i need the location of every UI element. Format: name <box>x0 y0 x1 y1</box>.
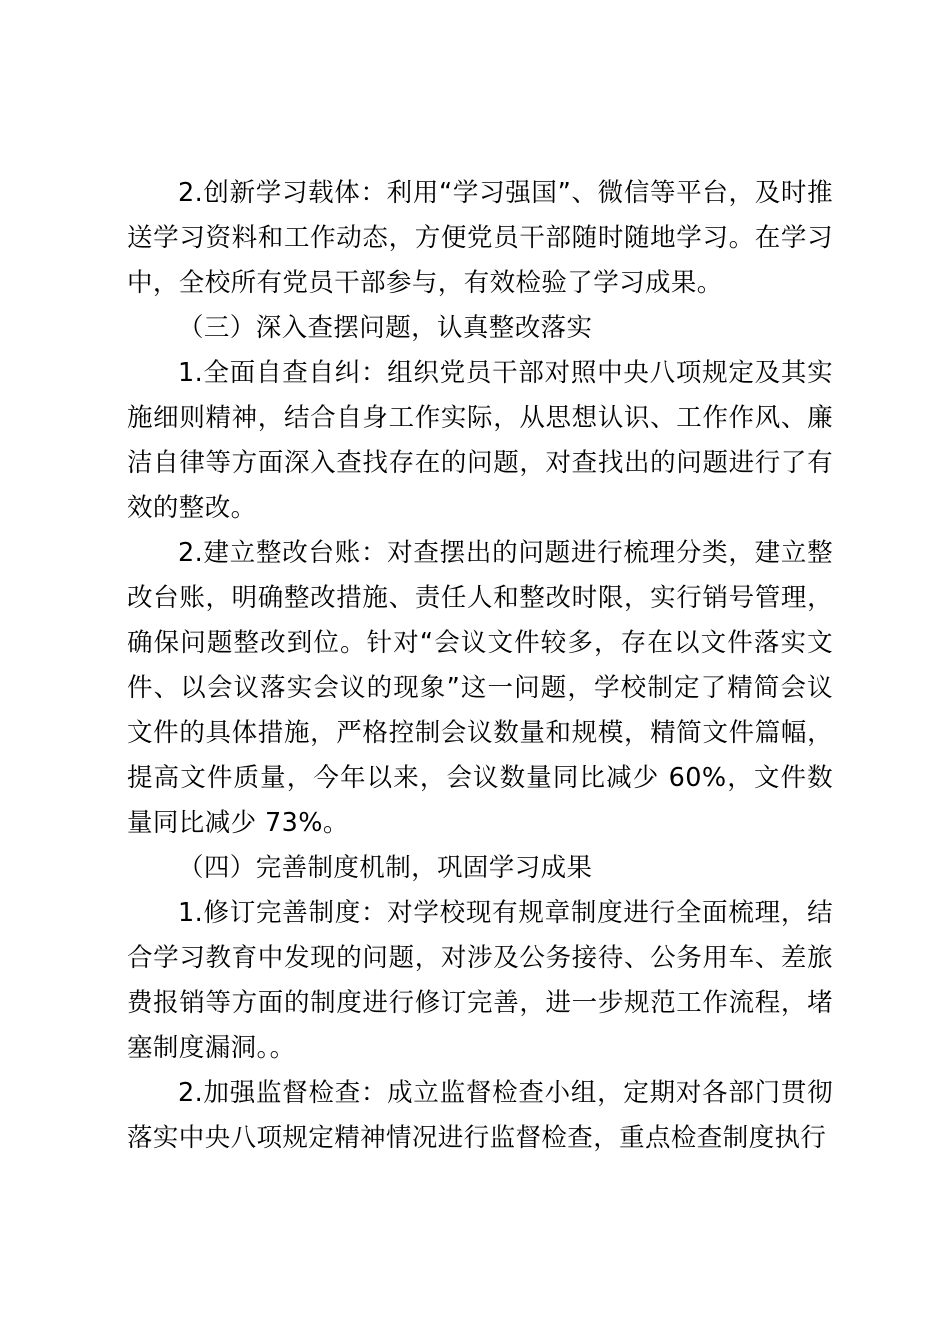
para-strengthen-supervision: 2.加强监督检查：成立监督检查小组，定期对各部门贯彻落实中央八项规定精神情况进行监督检查，重点检查制度执行 <box>127 1078 833 1153</box>
para-self-inspection: 1.全面自查自纠：组织党员干部对照中央八项规定及其实施细则精神，结合自身工作实际，从思想认识、工作作风、廉洁自律等方面深入查找存在的问题，对查找出的问题进行了有效的整改。 <box>127 358 833 523</box>
para-rectification-ledger: 2.建立整改台账：对查摆出的问题进行梳理分类，建立整改台账，明确整改措施、责任人和整改时限，实行销号管理，确保问题整改到位。针对“会议文件较多，存在以文件落实文件、以会议落实会议的现象”这一问题，学校制定了精简会议文件的具体措施，严格控制会议数量和规模，精简文件篇幅，提高文件质量，今年以来，会议数量同比减少 60%，文件数量同比减少 73%。 <box>127 538 833 838</box>
heading-section-three: （三）深入查摆问题，认真整改落实 <box>178 313 593 343</box>
para-revise-regulations: 1.修订完善制度：对学校现有规章制度进行全面梳理，结合学习教育中发现的问题，对涉及公务接待、公务用车、差旅费报销等方面的制度进行修订完善，进一步规范工作流程，堵塞制度漏洞。。 <box>127 898 833 1063</box>
heading-section-four: （四）完善制度机制，巩固学习成果 <box>178 853 593 883</box>
document-body <box>127 171 833 1161</box>
para-innovate-learning-carrier: 2.创新学习载体：利用“学习强国”、微信等平台，及时推送学习资料和工作动态，方便党员干部随时随地学习。在学习中，全校所有党员干部参与，有效检验了学习成果。 <box>127 178 833 298</box>
